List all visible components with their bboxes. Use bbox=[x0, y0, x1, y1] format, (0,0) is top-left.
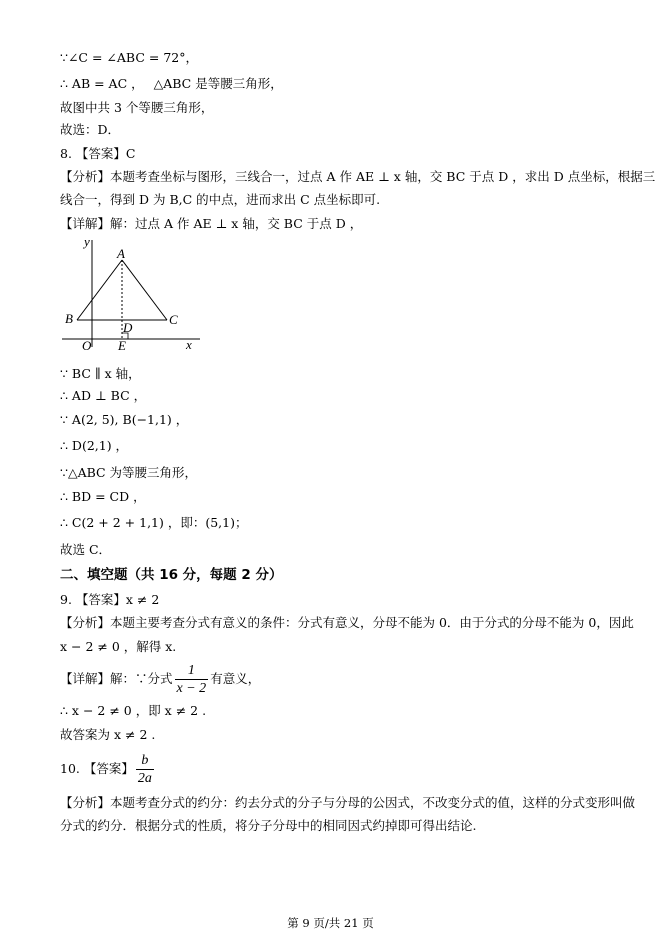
step-4: ∴ D(2,1) ， bbox=[60, 438, 129, 453]
line-1: ∵∠C = ∠ABC = 72°， bbox=[60, 50, 198, 65]
q9-analysis-2: x − 2 ≠ 0 ，解得 x. bbox=[60, 639, 177, 654]
label-b: B bbox=[65, 311, 73, 326]
fraction-denominator: 2a bbox=[137, 771, 152, 786]
step-6: ∴ BD = CD ， bbox=[60, 489, 146, 504]
q9-analysis-1: 【分析】本题主要考查分式有意义的条件：分式有意义，分母不能为 0．由于分式的分母不能为 0，因此 bbox=[60, 615, 634, 630]
q10-answer-pre: 10. 【答案】 bbox=[60, 761, 134, 776]
label-y: y bbox=[84, 234, 90, 249]
side-ac bbox=[122, 260, 167, 320]
q9-detail bbox=[60, 662, 260, 697]
q9-detail-post: 有意义， bbox=[210, 671, 261, 686]
step-3: ∵ A(2, 5), B(−1,1) ， bbox=[60, 412, 189, 427]
fraction-denominator: x − 2 bbox=[176, 681, 207, 696]
section-heading: 二、填空题（共 16 分，每题 2 分） bbox=[60, 567, 283, 583]
label-c: C bbox=[169, 312, 178, 327]
side-ab bbox=[77, 260, 122, 320]
q10-analysis-2: 分式的约分．根据分式的性质，将分子分母中的相同因式约掉即可得出结论. bbox=[60, 818, 477, 833]
label-e: E bbox=[118, 338, 126, 353]
q8-detail: 【详解】解：过点 A 作 AE ⊥ x 轴，交 BC 于点 D ， bbox=[60, 216, 363, 231]
line-2a: ∴ AB = AC ， bbox=[60, 76, 144, 91]
q10-analysis-1: 【分析】本题考查分式的约分：约去分式的分子与分母的公因式，不改变分式的值，这样的分式变形叫做 bbox=[60, 795, 636, 810]
step-2: ∴ AD ⊥ BC ， bbox=[60, 388, 147, 403]
q9-answer: 9. 【答案】x ≠ 2 bbox=[60, 592, 160, 607]
q9-step-1: ∴ x − 2 ≠ 0 ，即 x ≠ 2 . bbox=[60, 703, 207, 718]
label-o: O bbox=[82, 338, 92, 353]
fraction-numerator: b bbox=[136, 752, 154, 770]
page-footer: 第 9 页/共 21 页 bbox=[287, 916, 374, 930]
coordinate-figure bbox=[60, 234, 210, 354]
q8-answer: 8. 【答案】C bbox=[60, 146, 136, 161]
step-5: ∵△ABC 为等腰三角形， bbox=[60, 465, 198, 480]
fraction-numerator: 1 bbox=[175, 662, 209, 680]
label-d: D bbox=[123, 320, 133, 335]
label-a: A bbox=[117, 246, 125, 261]
q9-step-2: 故答案为 x ≠ 2 . bbox=[60, 727, 156, 742]
fraction-1-over-x-minus-2 bbox=[175, 662, 209, 697]
q8-analysis-2: 线合一，得到 D 为 B,C 的中点，进而求出 C 点坐标即可. bbox=[60, 192, 381, 207]
q8-analysis-1: 【分析】本题考查坐标与图形，三线合一，过点 A 作 AE ⊥ x 轴，交 BC 于点 D ，求出 D 点坐标，根据三 bbox=[60, 169, 656, 184]
q9-detail-pre: 【详解】解：∵分式 bbox=[60, 671, 173, 686]
line-4: 故选：D． bbox=[60, 122, 121, 137]
line-2b: △ABC 是等腰三角形， bbox=[153, 76, 283, 91]
step-8: 故选 C． bbox=[60, 542, 112, 557]
step-7: ∴ C(2 + 2 + 1,1) ，即：(5,1)； bbox=[60, 515, 248, 530]
step-1: ∵ BC ∥ x 轴， bbox=[60, 366, 141, 381]
label-x: x bbox=[186, 337, 192, 352]
line-2 bbox=[60, 76, 283, 92]
line-3: 故图中共 3 个等腰三角形， bbox=[60, 100, 214, 115]
fraction-b-over-2a bbox=[136, 752, 154, 787]
q10-answer bbox=[60, 752, 156, 787]
